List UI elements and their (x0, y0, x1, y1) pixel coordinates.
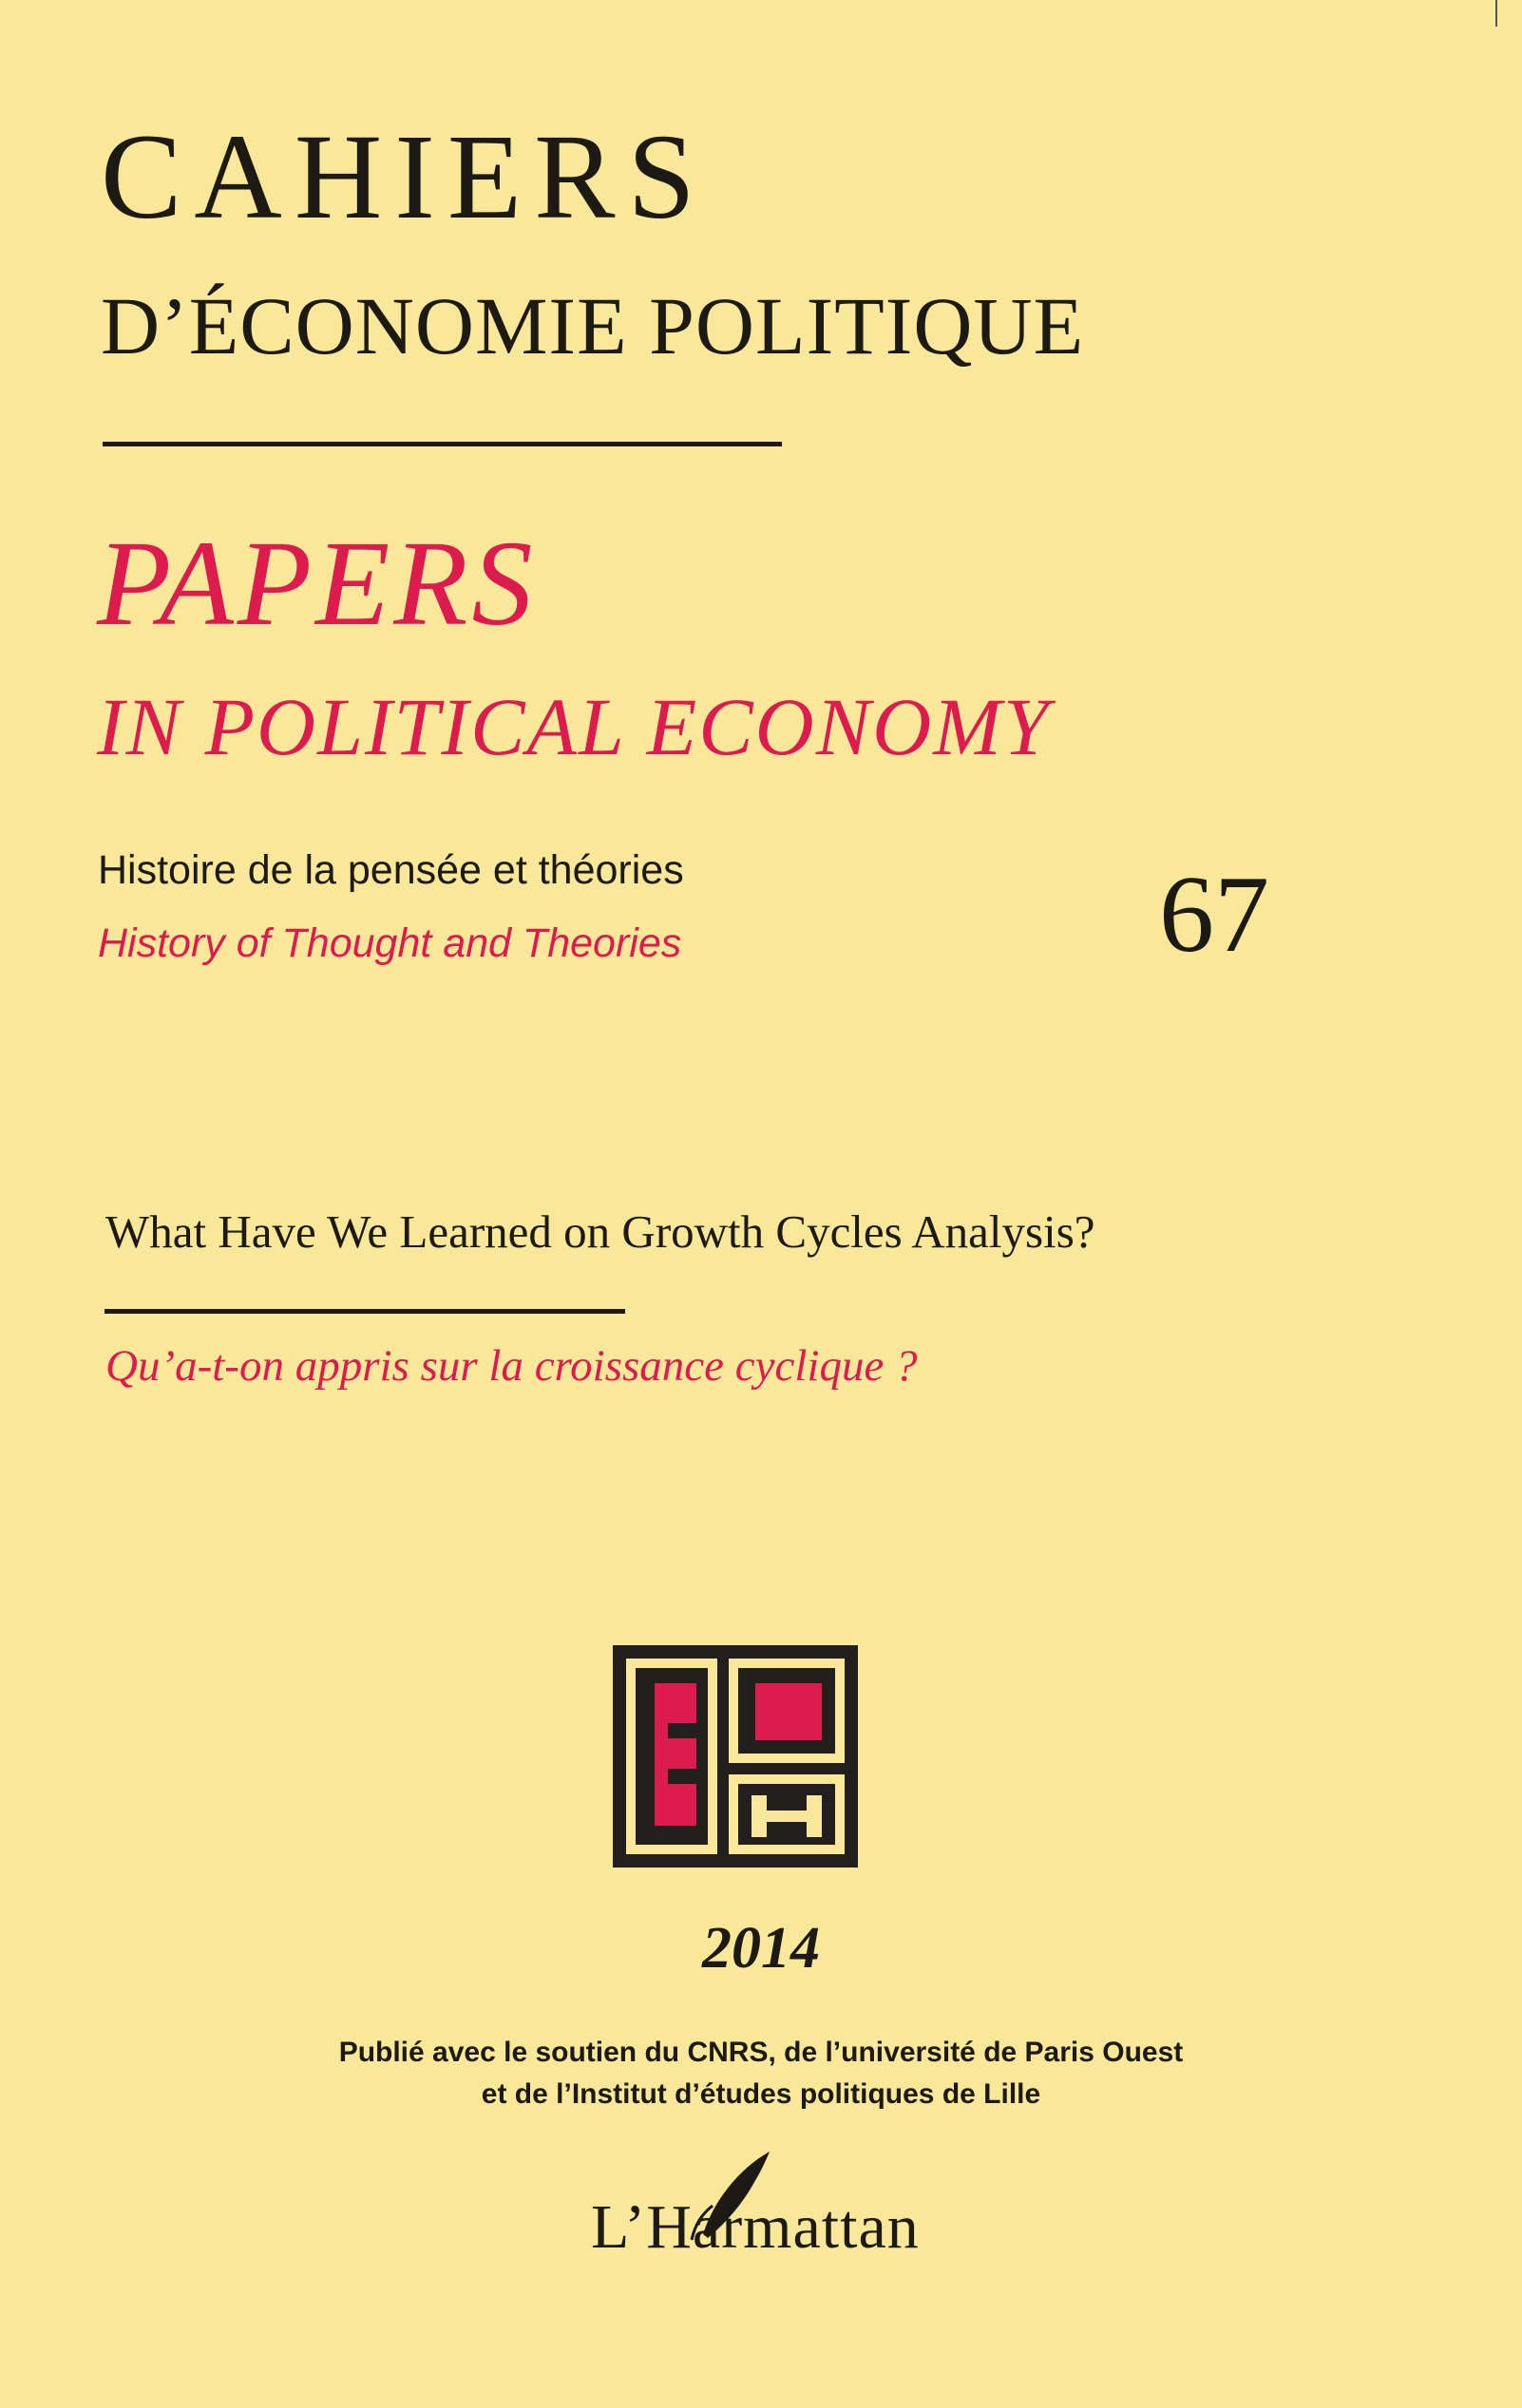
series-subtitle-en: History of Thought and Theories (98, 920, 682, 966)
journal-title-fr-line1: CAHIERS (101, 109, 708, 244)
divider-article (105, 1309, 625, 1314)
publication-year: 2014 (702, 1916, 820, 1981)
ep-monogram-icon (613, 1645, 858, 1868)
support-line-2: et de l’Institut d’études politiques de Lille (481, 2078, 1041, 2110)
journal-title-en-line2: IN POLITICAL ECONOMY (97, 681, 1051, 772)
article-title-en: What Have We Learned on Growth Cycles Analysis? (105, 1205, 1095, 1258)
crop-mark-right (1495, 0, 1497, 27)
journal-title-en-line1: PAPERS (97, 516, 537, 651)
support-line-1: Publié avec le soutien du CNRS, de l’université de Paris Ouest (338, 2037, 1184, 2068)
publisher-name: L’Harmattan (591, 2192, 920, 2262)
issue-number: 67 (1159, 854, 1269, 976)
journal-title-fr-line2: D’ÉCONOMIE POLITIQUE (101, 280, 1085, 371)
divider-top (103, 442, 782, 446)
article-title-fr: Qu’a-t-on appris sur la croissance cyclique ? (105, 1341, 918, 1391)
series-subtitle-fr: Histoire de la pensée et théories (98, 847, 684, 893)
